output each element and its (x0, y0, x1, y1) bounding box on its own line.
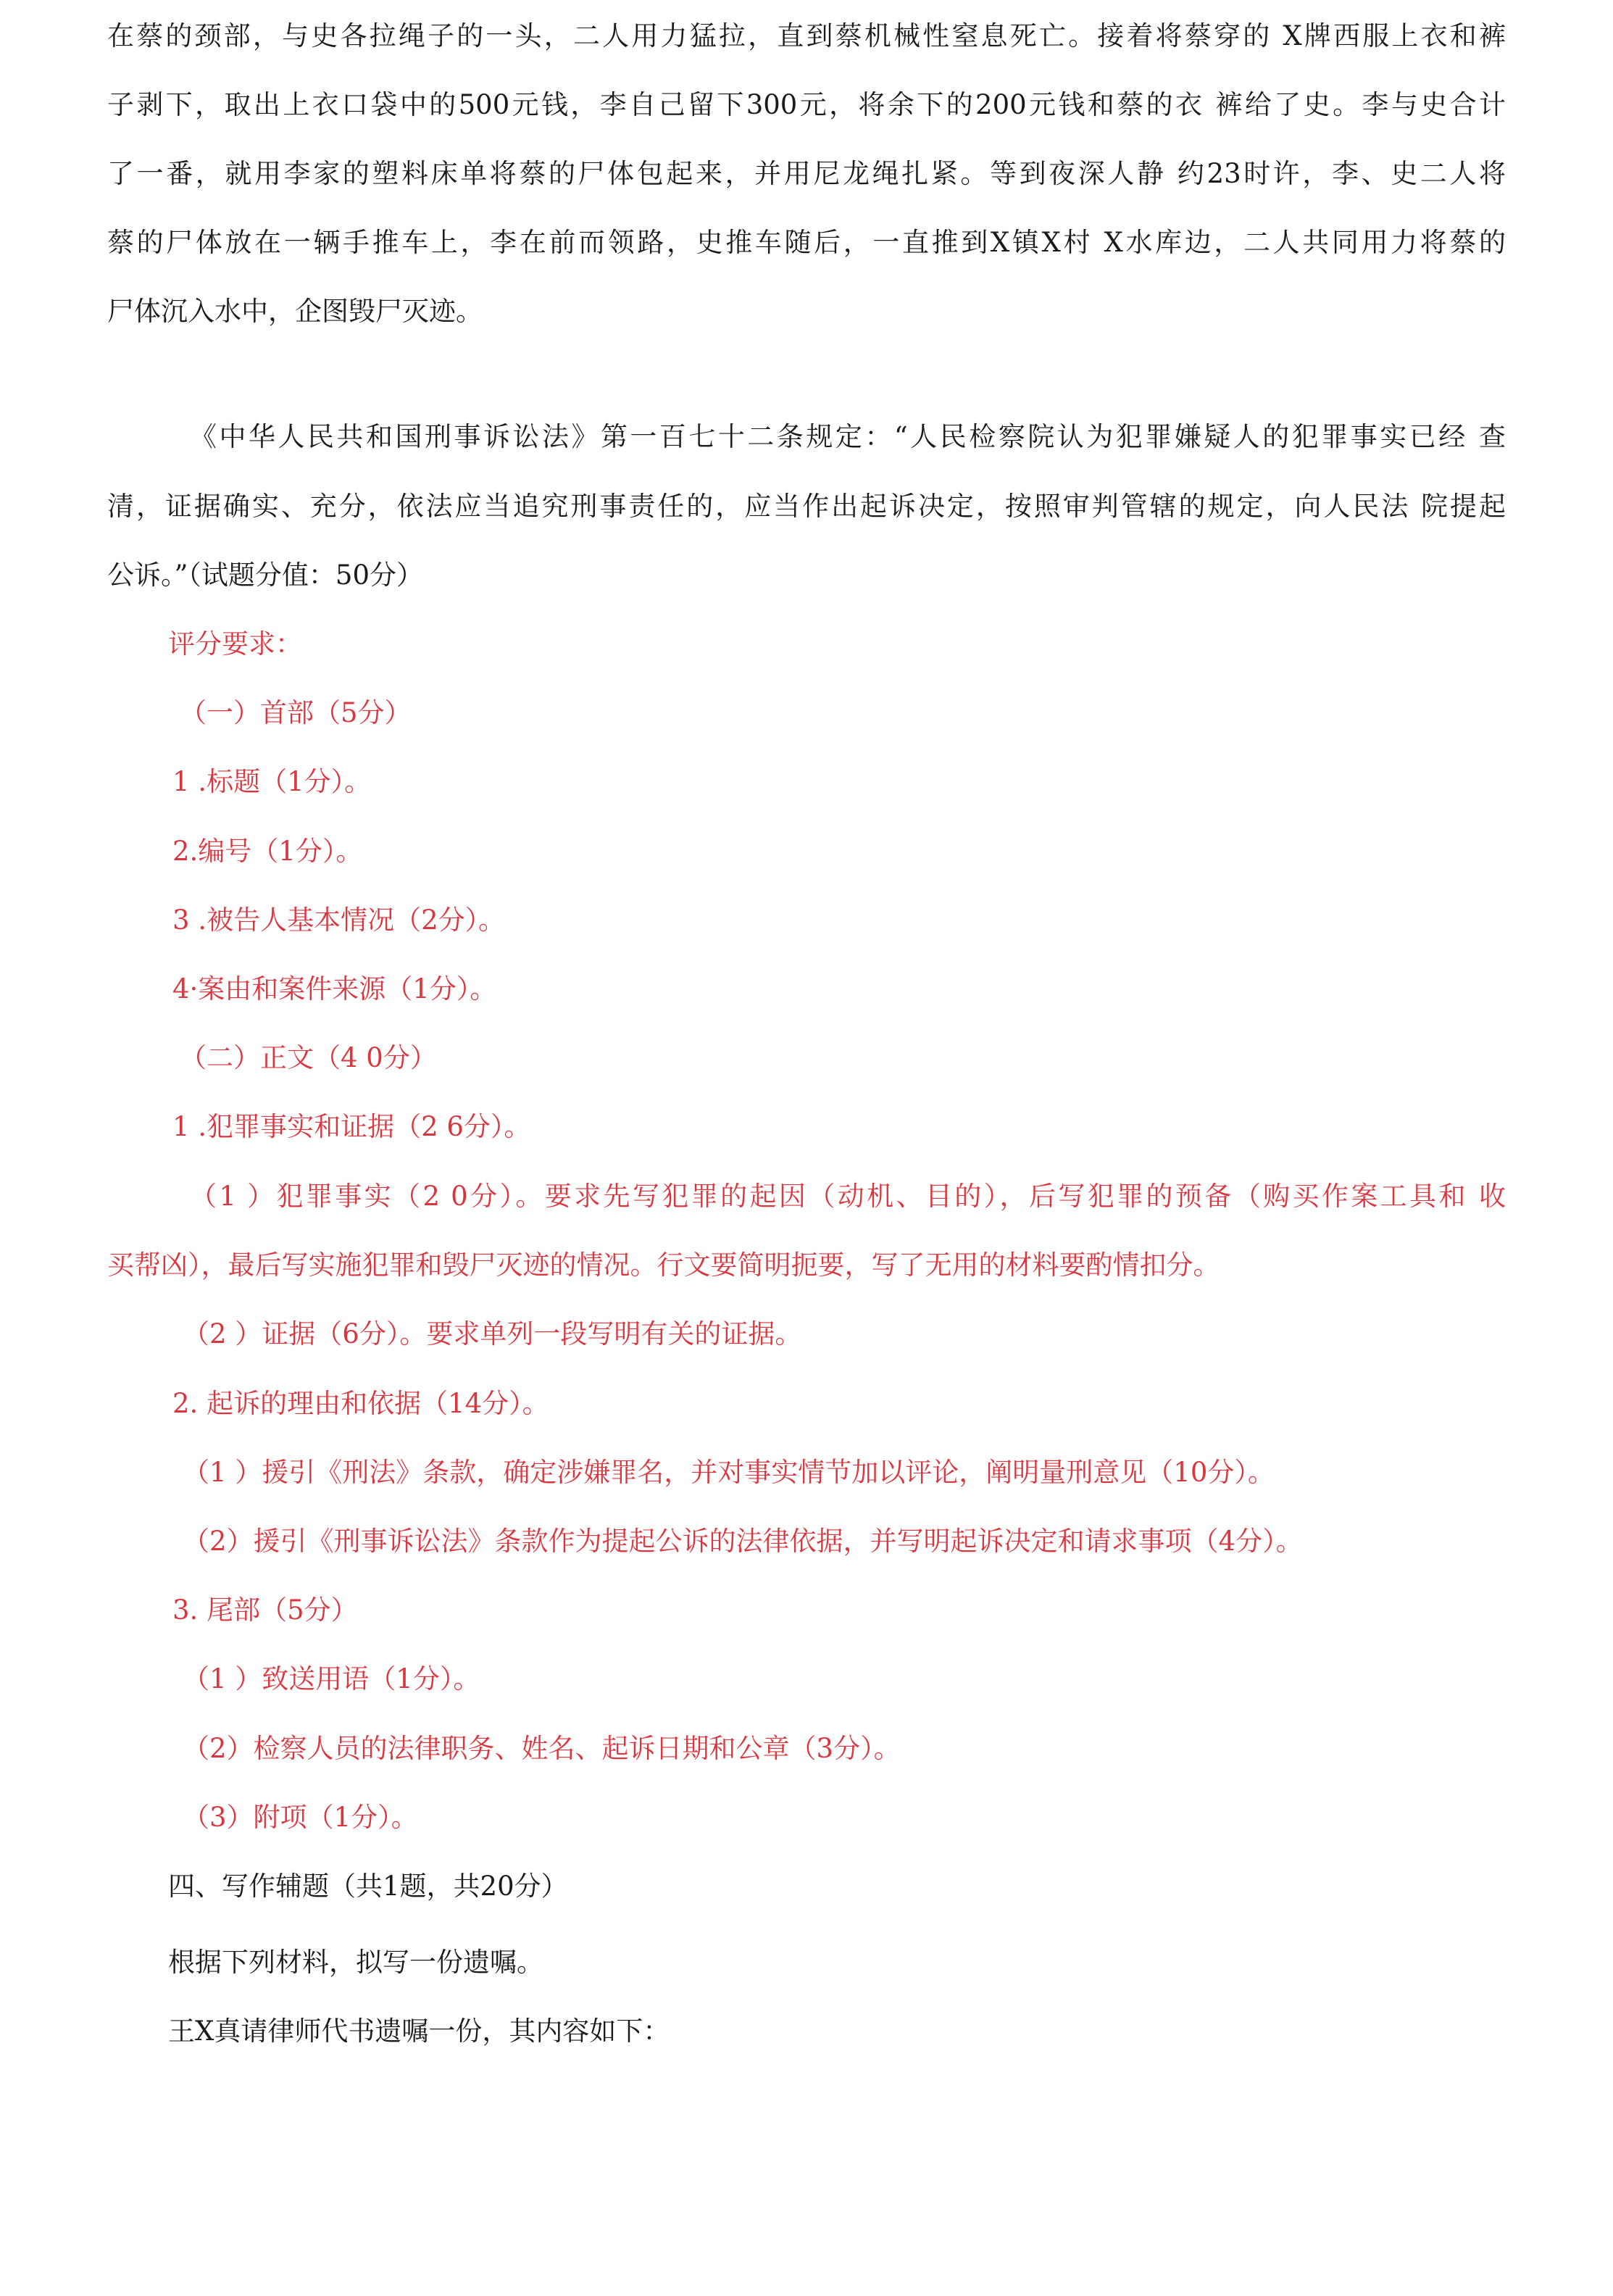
scoring-item-procedure-law: （2）援引《刑事诉讼法》条款作为提起公诉的法律依据，并写明起诉决定和请求事项（4分）。 (183, 1526, 1303, 1557)
scoring-item-addressee: （1 ）致送用语（1分）。 (183, 1663, 480, 1694)
law-quote-line-1: 《中华人民共和国刑事诉讼法》第一百七十二条规定：“人民检察院认为犯罪嫌疑人的犯罪事实已经 查 (190, 421, 1506, 452)
crime-fact-line-3: 了一番，就用李家的塑料床单将蔡的尸体包起来，并用尼龙绳扎紧。等到夜深人静 约23时许，李、史二人将 (107, 158, 1506, 189)
crime-fact-line-1: 在蔡的颈部，与史各拉绳子的一头，二人用力猛拉，直到蔡机械性窒息死亡。接着将蔡穿的 X牌西服上衣和裤 (107, 20, 1506, 51)
scoring-item-defendant-info: 3 .被告人基本情况（2分）。 (172, 904, 506, 936)
scoring-item-number: 2.编号（1分）。 (172, 836, 363, 867)
scoring-item-body-section: （二）正文（4 0分） (180, 1042, 437, 1073)
scoring-item-title: 1 .标题（1分）。 (172, 766, 372, 797)
crime-fact-line-4: 蔡的尸体放在一辆手推车上，李在前而领路，史推车随后，一直推到X镇X村 X水库边，二人共同用力将蔡的 (107, 227, 1506, 258)
scoring-item-evidence: （2 ）证据（6分）。要求单列一段写明有关的证据。 (183, 1318, 802, 1349)
scoring-fact-detail-line-2: 买帮凶），最后写实施犯罪和毁尸灭迹的情况。行文要简明扼要，写了无用的材料要酌情扣分。 (107, 1249, 1220, 1281)
scoring-heading: 评分要求： (168, 628, 302, 660)
section-four-instruction: 根据下列材料，拟写一份遗嘱。 (168, 1947, 543, 1978)
scoring-item-criminal-law: （1 ）援引《刑法》条款，确定涉嫌罪名，并对事实情节加以评论，阐明量刑意见（10分）。 (183, 1457, 1275, 1488)
crime-fact-line-2: 子剥下，取出上衣口袋中的500元钱，李自己留下300元，将余下的200元钱和蔡的衣 裤给了史。李与史合计 (107, 89, 1506, 120)
section-four-material: 王X真请律师代书遗嘱一份，其内容如下： (168, 2016, 670, 2047)
law-quote-line-3: 公诉。”（试题分值：50分） (107, 560, 423, 591)
crime-fact-line-5: 尸体沉入水中，企图毁尸灭迹。 (107, 296, 483, 327)
section-four-heading: 四、写作辅题（共1题，共20分） (168, 1871, 568, 1902)
scoring-item-signature: （2）检察人员的法律职务、姓名、起诉日期和公章（3分）。 (183, 1733, 901, 1764)
law-quote-line-2: 清，证据确实、充分，依法应当追究刑事责任的，应当作出起诉决定，按照审判管辖的规定，向人民法 院提起 (107, 491, 1506, 522)
scoring-item-ending-section: 3. 尾部（5分） (172, 1594, 358, 1626)
scoring-fact-detail-line-1: （1 ）犯罪事实（2 0分）。要求先写犯罪的起因（动机、目的），后写犯罪的预备（购买作案工具和 收 (190, 1181, 1506, 1212)
scoring-item-header-section: （一）首部（5分） (180, 697, 412, 728)
scoring-item-attachments: （3）附项（1分）。 (183, 1802, 418, 1833)
scoring-item-prosecution-grounds: 2. 起诉的理由和依据（14分）。 (172, 1388, 549, 1419)
scoring-item-case-source: 4·案由和案件来源（1分）。 (172, 973, 497, 1004)
scoring-item-facts-evidence: 1 .犯罪事实和证据（2 6分）。 (172, 1111, 531, 1142)
